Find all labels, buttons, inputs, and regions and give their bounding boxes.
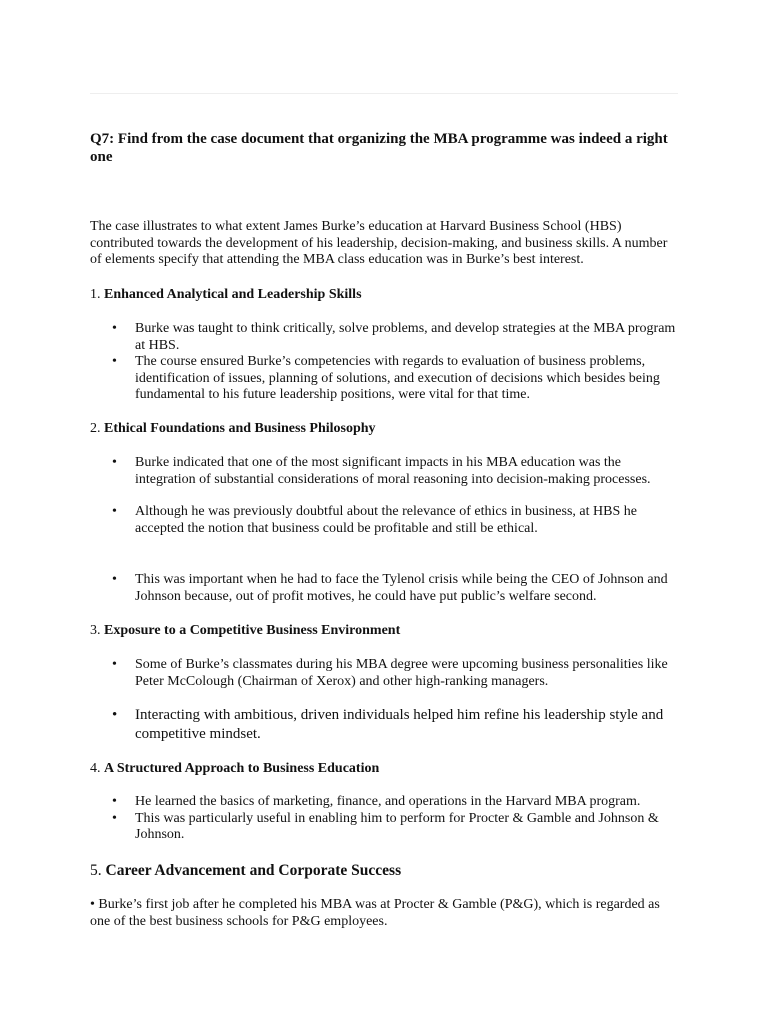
section-number: 2.: [90, 421, 101, 436]
section-heading-text: Exposure to a Competitive Business Environment: [104, 623, 401, 638]
list-item: • Burke indicated that one of the most significant impacts in his MBA education was the integration of substantial considerations of moral reasoning into decision-making processes.: [90, 455, 680, 488]
top-divider: [90, 93, 678, 94]
section-2-bullets-c: [90, 572, 680, 605]
list-item: • Burke was taught to think critically, solve problems, and develop strategies at the MBA program at HBS.: [90, 321, 680, 354]
section-4-heading: [90, 760, 379, 777]
section-number: 1.: [90, 287, 101, 302]
section-5-paragraph: • Burke’s first job after he completed his MBA was at Procter & Gamble (P&G), which is regarded as one of the best business schools for P&G employees.: [90, 897, 660, 929]
section-1-heading: [90, 286, 362, 303]
section-2-heading: [90, 420, 376, 437]
section-3-bullets-a: [90, 657, 680, 690]
intro-paragraph: The case illustrates to what extent James Burke’s education at Harvard Business School (HBS) contributed towards the development of his leadership, decision-making, and business skills. A number of elements specify that attending the MBA class education was in Burke’s best interest.: [90, 219, 668, 267]
section-number: 5.: [90, 862, 102, 879]
section-4-bullets: [90, 794, 680, 844]
list-item: • Some of Burke’s classmates during his MBA degree were upcoming business personalities like Peter McColough (Chairman of Xerox) and other high-ranking managers.: [90, 657, 680, 690]
section-1-bullets: [90, 321, 680, 404]
section-heading-text: Enhanced Analytical and Leadership Skills: [104, 287, 362, 302]
list-item: • This was particularly useful in enabling him to perform for Procter & Gamble and Johnson & Johnson.: [90, 811, 680, 844]
section-3-bullets-b: [90, 706, 680, 743]
section-2-bullets-a: [90, 455, 680, 488]
section-2-bullets-b: [90, 504, 680, 537]
list-item: • Although he was previously doubtful about the relevance of ethics in business, at HBS he accepted the notion that business could be profitable and still be ethical.: [90, 504, 680, 537]
question-title: Q7: Find from the case document that organizing the MBA programme was indeed a right one: [90, 131, 668, 165]
list-item: • The course ensured Burke’s competencies with regards to evaluation of business problems, identification of issues, planning of solutions, and execution of decisions which besides being fundamental to his future leadership positions, were vital for that time.: [90, 354, 680, 404]
section-5-heading: [90, 862, 401, 879]
list-item: • He learned the basics of marketing, finance, and operations in the Harvard MBA program.: [90, 794, 680, 811]
section-number: 3.: [90, 623, 101, 638]
section-heading-text: Ethical Foundations and Business Philosophy: [104, 421, 376, 436]
section-3-heading: [90, 622, 400, 639]
list-item: • Interacting with ambitious, driven individuals helped him refine his leadership style and competitive mindset.: [90, 706, 680, 743]
section-heading-text: Career Advancement and Corporate Success: [105, 862, 402, 879]
section-heading-text: A Structured Approach to Business Education: [104, 761, 380, 776]
section-number: 4.: [90, 761, 101, 776]
list-item: • This was important when he had to face the Tylenol crisis while being the CEO of Johnson and Johnson because, out of profit motives, he could have put public’s welfare second.: [90, 572, 680, 605]
